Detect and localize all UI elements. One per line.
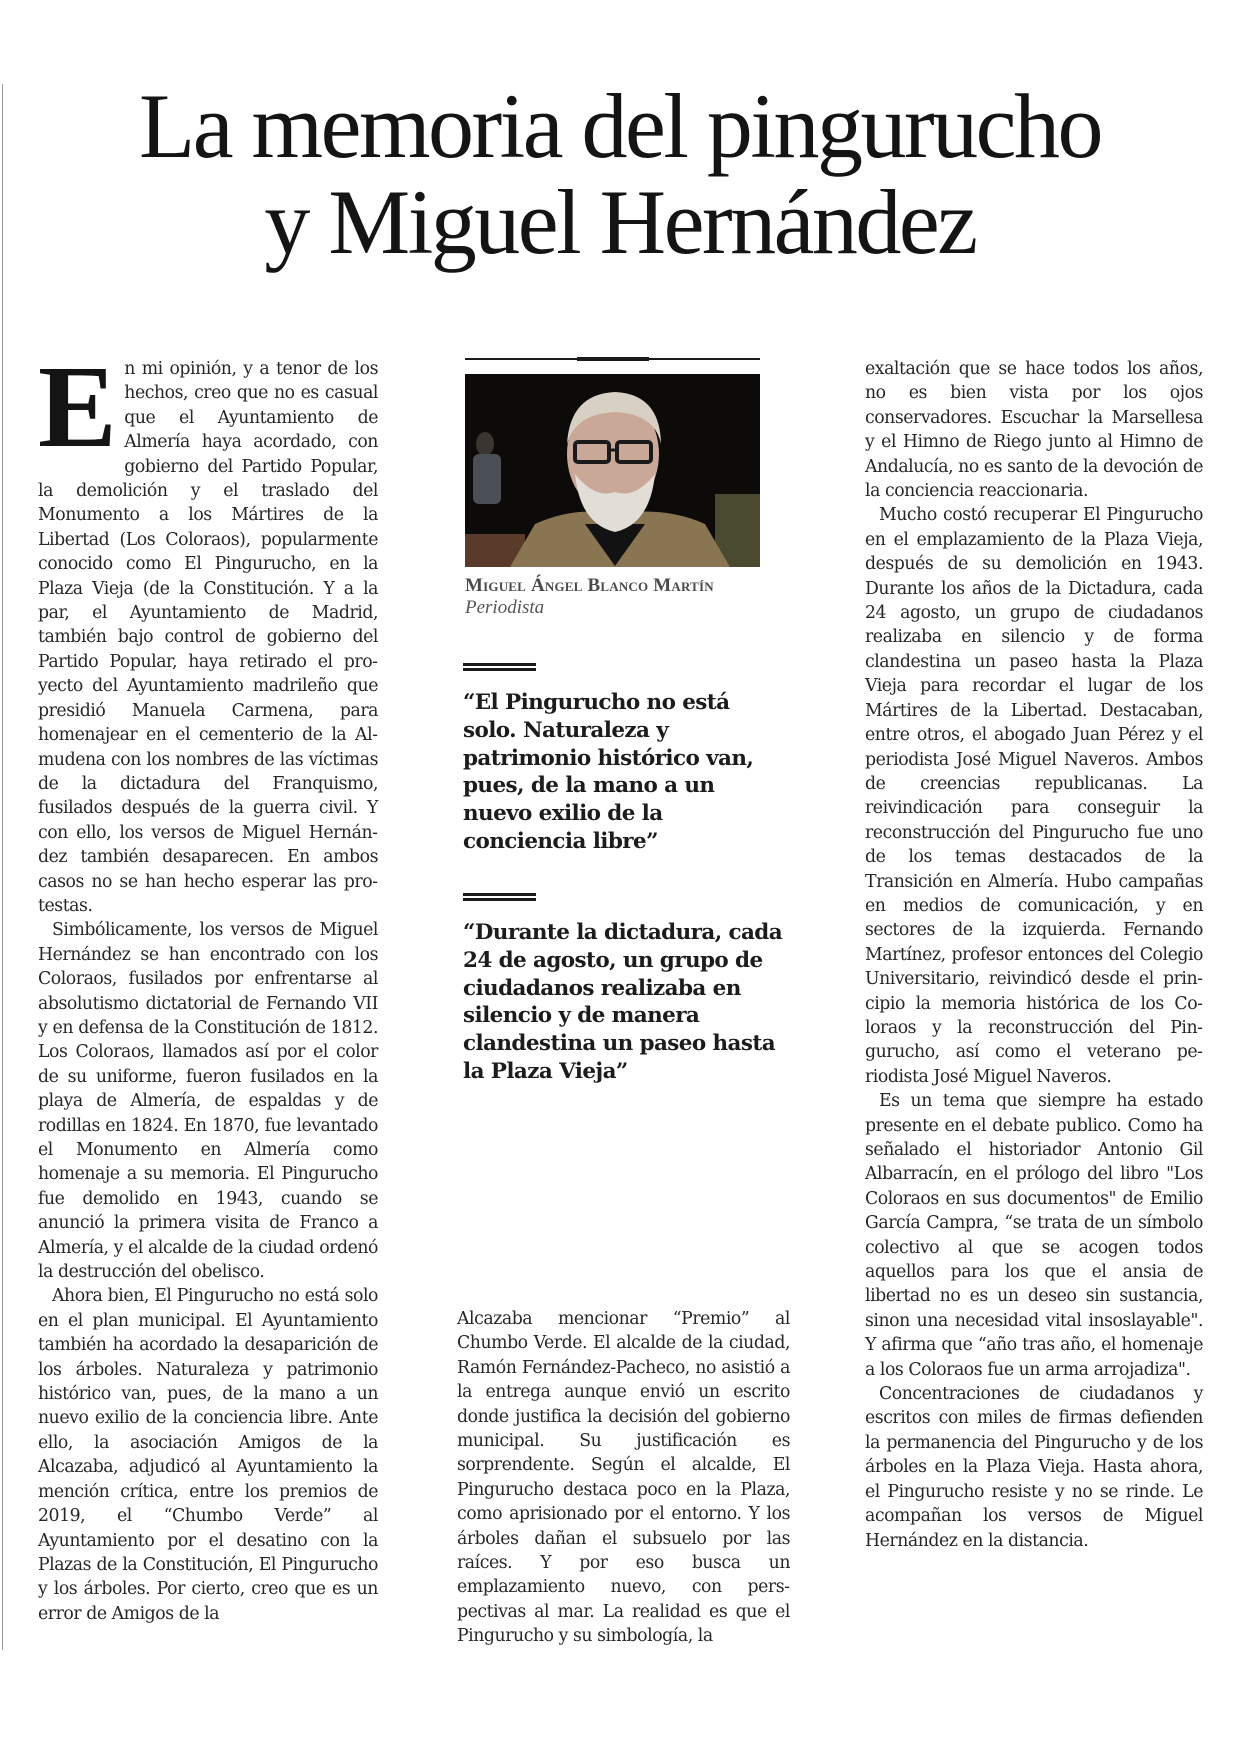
author-name: Miguel Ángel Blanco Martín [465, 575, 714, 596]
pull-quote-rule [463, 663, 536, 671]
paragraph: Alcazaba mencionar “Premio” al Chumbo Verde. El alcalde de la ciudad, Ramón Fernández-Pacheco, no asistió a la entrega aunque envió un escrito donde justifica la decisión del gobierno municipal. Su justificación es sorprendente. Según el alcalde, El Pingurucho destaca poco en la Plaza, como aprisionado por el entorno. Y los árboles dañan el subsuelo por las raíces. Y por eso busca un emplazamiento nuevo, con perspectivas al mar. La realidad es que el Pingurucho y su simbología, la [457, 1309, 790, 1647]
pull-quote-text: “Durante la dictadura, cada 24 de agosto, un grupo de ciudadanos realizaba en silencio y de manera clandestina un paseo hasta la Plaza Vieja” [463, 920, 783, 1084]
headline [40, 75, 1200, 273]
pull-quote [463, 893, 783, 1086]
article-column-left [38, 341, 378, 1626]
drop-cap: E [38, 341, 117, 472]
headline-line-1: La memoria del pingurucho [139, 75, 1101, 177]
article-column-middle [457, 1307, 790, 1649]
headline-line-2: y Miguel Hernández [264, 171, 976, 273]
paragraph: Ahora bien, El Pingurucho no está solo en el plan municipal. El Ayuntamiento también ha acordado la desaparición de los árboles. Naturaleza y patrimonio histórico van, pues, de la mano a un nuevo exilio de la conciencia libre. Ante ello, la asociación Amigos de la Alcazaba, adjudicó al Ayuntamiento la mención crítica, entre los premios de 2019, el “Chumbo Verde” al Ayuntamiento por el desatino con la Plazas de la Constitución, El Pingurucho y los árboles. Por cierto, creo que es un error de Amigos de la [38, 1286, 378, 1624]
pull-quote-rule [463, 893, 536, 901]
author-photo [465, 374, 760, 567]
paragraph-text: n mi opinión, y a tenor de los hechos, creo que no es casual que el Ayuntamiento de Almería haya acordado, con gobierno del Partido Popular, la demolición y el traslado del Monumento a los Mártires de la Libertad (Los Coloraos), popularmente conocido como El Pingurucho, en la Plaza Vieja (de la Constitución. Y a la par, el Ayuntamiento de Madrid, también bajo control de gobierno del Partido Popular, haya retirado el proyecto del Ayuntamiento madrileño que presidió Manuela Carmena, para homenajear en el cementerio de la Almudena con los nombres de las víctimas de la dictadura del Franquismo, fusilados después de la guerra civil. Y con ello, los versos de Miguel Hernández también desaparecen. En ambos casos no se han hecho esperar las protestas. [38, 359, 378, 916]
paragraph: Mucho costó recuperar El Pingurucho en el emplazamiento de la Plaza Vieja, después de su demolición en 1943. Durante los años de la Dictadura, cada 24 agosto, un grupo de ciudadanos realizaba en silencio y de forma clandestina un paseo hasta la Plaza Vieja para recordar el lugar de los Mártires de la Libertad. Destacaban, entre otros, el abogado Juan Pérez y el periodista José Miguel Naveros. Ambos de creencias republicanas. La reivindicación para conseguir la reconstrucción del Pingurucho fue uno de los temas destacados de la Transición en Almería. Hubo campañas en medios de comunicación, y en sectores de la izquierda. Fernando Martínez, profesor entonces del Colegio Universitario, reivindicó desde el principio la memoria histórica de los Coloraos y la reconstrucción del Pingurucho, así como el veterano periodista José Miguel Naveros. [865, 505, 1203, 1087]
author-rule [465, 358, 760, 360]
paragraph: Concentraciones de ciudadanos y escritos con miles de firmas defienden la permanencia del Pingurucho y de los árboles en la Plaza Vieja. Hasta ahora, el Pingurucho resiste y no se rinde. Le acompañan los versos de Miguel Hernández en la distancia. [865, 1384, 1203, 1551]
portrait-image-icon [465, 374, 760, 567]
paragraph: Es un tema que siempre ha estado presente en el debate publico. Como ha señalado el historiador Antonio Gil Albarracín, en el prólogo del libro "Los Coloraos en sus documentos" de Emilio García Campra, “se trata de un símbolo colectivo al que se acogen todos aquellos para los que el ansia de libertad no es un deseo sin sustancia, sinon una necesidad vital insoslayable". Y afirma que “año tras año, el homenaje a los Coloraos fue un arma arrojadiza". [865, 1091, 1203, 1380]
paragraph: exaltación que se hace todos los años, no es bien vista por los ojos conservadores. Escuchar la Marsellesa y el Himno de Riego junto al Himno de Andalucía, no es santo de la devoción de la conciencia reaccionaria. [865, 359, 1203, 502]
author-box [465, 358, 760, 619]
pull-quote [463, 663, 783, 856]
author-role: Periodista [465, 597, 545, 618]
paragraph: Simbólicamente, los versos de Miguel Hernández se han encontrado con los Coloraos, fusilados por enfrentarse al absolutismo dictatorial de Fernando VII y en defensa de la Constitución de 1812. Los Coloraos, llamados así por el color de su uniforme, fueron fusilados en la playa de Almería, de espaldas y de rodillas en 1824. En 1870, fue levantado el Monumento en Almería como homenaje a su memoria. El Pingurucho fue demolido en 1943, cuando se anunció la primera visita de Franco a Almería, y el alcalde de la ciudad ordenó la destrucción del obelisco. [38, 920, 378, 1283]
paragraph [38, 341, 378, 918]
article-column-right [865, 357, 1203, 1553]
pull-quote-text: “El Pingurucho no está solo. Naturaleza y patrimonio histórico van, pues, de la mano a un nuevo exilio de la conciencia libre” [463, 690, 754, 854]
page-edge-rule [2, 84, 3, 1650]
